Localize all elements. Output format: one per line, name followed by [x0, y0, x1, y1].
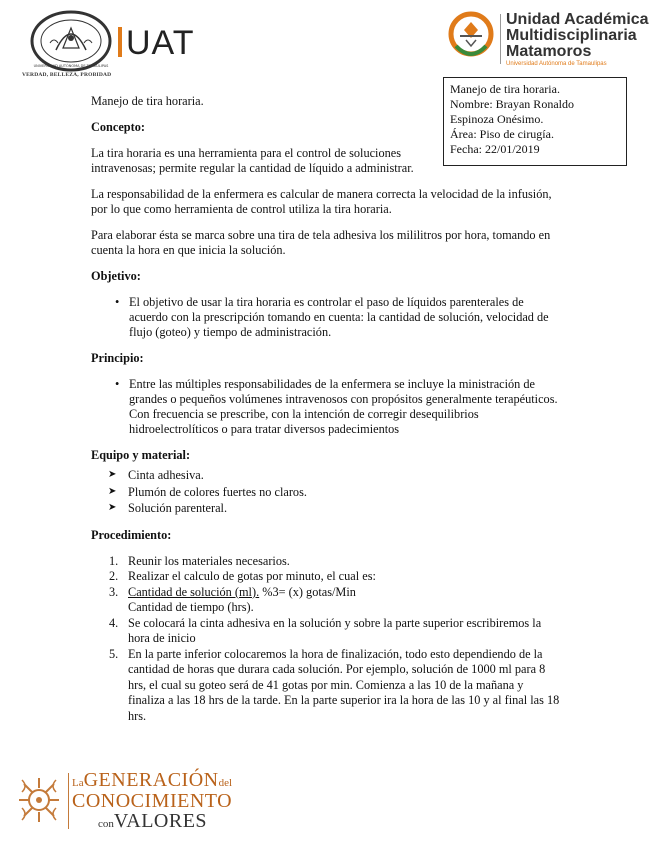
unidad-academica-icon	[446, 10, 496, 66]
info-surname: Espinoza Onésimo.	[450, 112, 544, 126]
principio-list	[91, 377, 561, 437]
info-area: Área: Piso de cirugía.	[450, 127, 554, 141]
formula-denominator: Cantidad de tiempo (hrs).	[128, 600, 254, 614]
concepto-paragraph-1: La tira horaria es una herramienta para el control de soluciones intravenosas; permite regular la cantidad de líquido a administrar.	[91, 146, 414, 175]
uat-wordmark: UAT	[118, 24, 194, 63]
concepto-heading: Concepto:	[91, 120, 145, 134]
uat-seal-logo	[30, 10, 112, 72]
procedimiento-step: 1. Reunir los materiales necesarios.	[109, 553, 290, 568]
procedimiento-list	[91, 554, 561, 725]
header-divider	[500, 14, 501, 64]
principio-heading: Principio:	[91, 351, 144, 365]
uat-motto: VERDAD, BELLEZA, PROBIDAD	[22, 72, 112, 78]
objetivo-list	[91, 295, 561, 340]
procedimiento-step: 3. Cantidad de solución (ml). %3= (x) gotas/Min Cantidad de tiempo (hrs).	[109, 584, 356, 614]
unidad-academica-subtitle: Universidad Autónoma de Tamaulipas	[506, 61, 607, 67]
concepto-paragraph-3: Para elaborar ésta se marca sobre una tira de tela adhesiva los mililitros por hora, tomando en cuenta la hora en que inicia la solución.	[91, 228, 551, 257]
equipo-item: ➤ Plumón de colores fuertes no claros.	[128, 484, 561, 501]
generacion-emblem-icon	[14, 770, 64, 830]
procedimiento-heading: Procedimiento:	[91, 527, 172, 542]
procedimiento-step: 4. Se colocará la cinta adhesiva en la solución y sobre la parte superior escribiremos la hora de inicio	[109, 615, 542, 645]
objetivo-heading: Objetivo:	[91, 269, 141, 283]
objetivo-bullet: • El objetivo de usar la tira horaria es controlar el paso de líquidos parenterales de acuerdo con la prescripción tomando en cuenta: la cantidad de solución, velocidad de flujo (goteo) y tiempo de administración.	[129, 295, 561, 340]
uat-wordmark-bar	[118, 27, 122, 57]
procedimiento-step: 5. En la parte inferior colocaremos la hora de finalización, todo esto dependiendo de la cantidad de horas que durara cada solución. Por ejemplo, solución de 1000 ml para 8 hrs, el cual su goteo será de 41 gotas por min. Comienza a las 10 de la mañana y finaliza a las 18 hrs de la tarde. En la parte superior ira la hora de las 10 y al final las 18 hrs.	[109, 646, 560, 723]
equipo-item: ➤ Solución parenteral.	[128, 500, 561, 517]
equipo-heading: Equipo y material:	[91, 448, 191, 462]
uat-seal-text: UNIVERSIDAD AUTÓNOMA DE TAMAULIPAS	[33, 64, 109, 68]
principio-bullet: • Entre las múltiples responsabilidades de la enfermera se incluye la ministración de grandes o pequeños volúmenes intravenosos con propósitos generalmente terapéuticos. Con frecuencia se prescribe, con la intención de corregir desequilibrios hidroelectrolíticos o para tratar diversos padecimientos	[129, 377, 561, 437]
equipo-list	[91, 467, 561, 517]
concepto-paragraph-2: La responsabilidad de la enfermera es calcular de manera correcta la velocidad de la infusión, por lo que como herramienta de control utiliza la tira horaria.	[91, 187, 552, 216]
equipo-item: ➤ Cinta adhesiva.	[128, 467, 561, 484]
footer-divider	[68, 773, 69, 829]
info-date: Fecha: 22/01/2019	[450, 142, 540, 156]
info-name: Nombre: Brayan Ronaldo	[450, 97, 574, 111]
unidad-academica-title: Unidad Académica Multidisciplinaria Matamoros	[506, 11, 649, 60]
footer-slogan: LaGENERACIÓNdel CONOCIMIENTO conVALORES	[72, 769, 233, 832]
info-topic: Manejo de tira horaria.	[450, 82, 560, 96]
formula-numerator: Cantidad de solución (ml).	[128, 584, 260, 599]
document-body	[91, 94, 561, 724]
document-title: Manejo de tira horaria.	[91, 94, 204, 108]
procedimiento-step: 2. Realizar el calculo de gotas por minuto, el cual es:	[109, 569, 376, 583]
